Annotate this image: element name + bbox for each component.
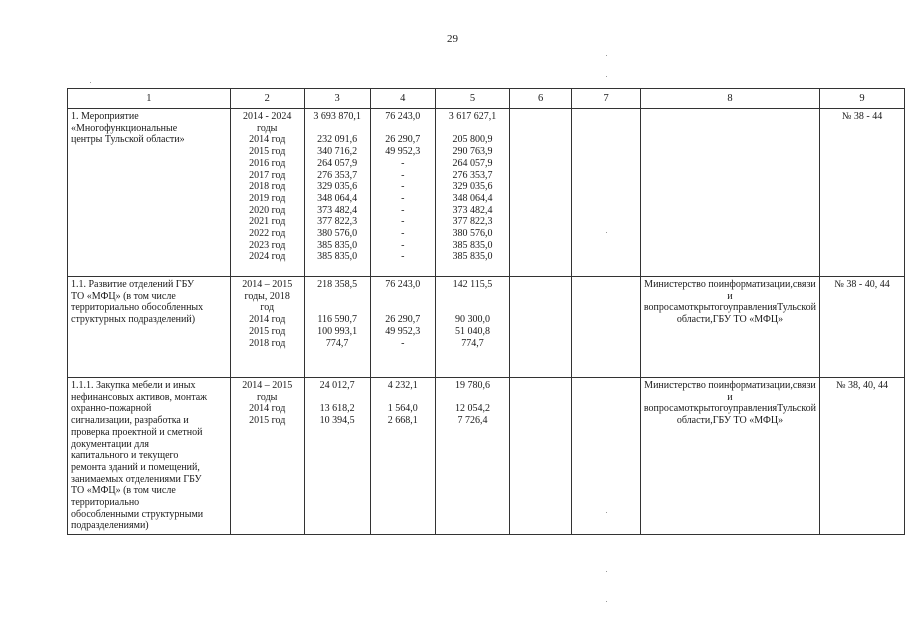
cell-line: ремонта зданий и помещений,: [71, 461, 200, 473]
cell-line: годы: [257, 391, 278, 403]
cell-line: управления: [728, 302, 778, 313]
scan-speck: [606, 55, 607, 56]
cell-line: 340 716,2: [317, 146, 358, 158]
cell-line: [308, 291, 367, 303]
cell-line: 1. Мероприятие: [71, 111, 139, 122]
cell-line: 232 091,6: [317, 134, 358, 146]
cell-line: 24 012,7: [319, 380, 355, 391]
cell-line: 2021 год: [249, 216, 286, 228]
cell-line: год: [260, 302, 275, 314]
cell-line: 76 243,0: [385, 279, 421, 290]
cell-line: обособленными структурными: [71, 508, 204, 520]
budget-table: [67, 88, 905, 535]
cell-line: -: [401, 192, 405, 204]
cell-line: ТО «МФЦ» (в том числе: [71, 290, 176, 302]
col4-cell: [370, 277, 435, 378]
scan-speck: [606, 76, 607, 77]
col4-cell: [370, 378, 435, 535]
header-cell-6: 6: [509, 89, 571, 109]
cell-line: [374, 302, 432, 314]
cell-line: [439, 291, 506, 303]
cell-line: 2018 год: [249, 181, 286, 193]
cell-line: 329 035,6: [317, 181, 358, 193]
cell-line: 26 290,7: [385, 134, 421, 146]
cell-line: 380 576,0: [452, 228, 493, 240]
header-cell-5: 5: [436, 89, 510, 109]
cell-line: 3 693 870,1: [313, 111, 361, 122]
cell-line: сигнализации, разработка и: [71, 415, 189, 427]
col8-cell: [640, 109, 819, 277]
cell-line: 290 763,9: [452, 146, 493, 158]
activity-cell: [68, 378, 231, 535]
col7-cell: [572, 378, 641, 535]
cell-line: 276 353,7: [452, 169, 493, 181]
cell-line: ГБУ ТО «МФЦ»: [712, 313, 784, 325]
cell-line: 2014 – 2015: [242, 380, 293, 391]
cell-line: 2014 год: [249, 314, 286, 326]
cell-line: связи и вопросам: [643, 279, 816, 313]
col3-cell: [304, 109, 370, 277]
cell-line: 2023 год: [249, 239, 286, 251]
cell-line: [439, 302, 506, 314]
cell-line: 2015 год: [249, 146, 286, 158]
header-cell-7: 7: [572, 89, 641, 109]
cell-line: центры Тульской области»: [71, 134, 185, 146]
col7-cell: [572, 109, 641, 277]
cell-line: ТО «МФЦ» (в том числе: [71, 485, 176, 497]
cell-line: 2020 год: [249, 204, 286, 216]
cell-line: 2014 – 2015: [242, 279, 293, 290]
cell-line: связи и вопросам: [643, 380, 816, 414]
cell-line: годы, 2018: [244, 290, 290, 302]
cell-line: -: [401, 337, 405, 349]
table-row: [68, 277, 905, 378]
cell-line: открытого: [684, 403, 729, 414]
cell-line: [439, 392, 506, 404]
cell-line: 2018 год: [249, 337, 286, 349]
cell-line: 2 668,1: [387, 415, 418, 427]
cell-line: -: [401, 251, 405, 263]
activity-cell: [68, 277, 231, 378]
cell-line: Тульской области,: [676, 403, 817, 426]
cell-line: Тульской области,: [676, 302, 817, 325]
cell-line: -: [401, 228, 405, 240]
cell-line: 2014 год: [249, 403, 286, 415]
cell-line: нефинансовых активов, монтаж: [71, 391, 208, 403]
cell-line: 26 290,7: [385, 314, 421, 326]
cell-line: 774,7: [461, 337, 484, 349]
cell-line: 2024 год: [249, 251, 286, 263]
cell-line: 90 300,0: [454, 314, 490, 326]
cell-line: -: [401, 216, 405, 228]
cell-line: -: [401, 169, 405, 181]
header-cell-3: 3: [304, 89, 370, 109]
col6-cell: [509, 109, 571, 277]
cell-line: 51 040,8: [454, 325, 490, 337]
scan-speck: [606, 571, 607, 572]
period-cell: [230, 109, 304, 277]
cell-line: 12 054,2: [454, 403, 490, 415]
scan-speck: [90, 82, 91, 83]
cell-line: 49 952,3: [385, 146, 421, 158]
cell-line: 100 993,1: [317, 325, 358, 337]
page-number: 29: [447, 33, 458, 45]
cell-line: 385 835,0: [452, 251, 493, 263]
cell-line: [308, 392, 367, 404]
cell-line: 264 057,9: [452, 157, 493, 169]
col5-cell: [436, 109, 510, 277]
cell-line: управления: [728, 403, 778, 414]
cell-line: 1 564,0: [387, 403, 418, 415]
col6-cell: [509, 277, 571, 378]
cell-line: 2016 год: [249, 157, 286, 169]
cell-line: 2014 - 2024: [243, 111, 292, 122]
cell-line: проверка проектной и сметной: [71, 426, 203, 438]
cell-line: 3 617 627,1: [448, 111, 497, 122]
cell-line: [374, 123, 432, 135]
cell-line: 348 064,4: [317, 192, 358, 204]
cell-line: Министерство по: [644, 380, 719, 391]
cell-line: информатизации,: [718, 380, 793, 391]
activity-cell: [68, 109, 231, 277]
period-cell: [230, 277, 304, 378]
cell-line: -: [401, 239, 405, 251]
cell-line: [439, 123, 506, 135]
cell-line: 116 590,7: [317, 314, 357, 326]
cell-line: 7 726,4: [457, 415, 488, 427]
cell-line: 377 822,3: [452, 216, 493, 228]
cell-line: территориально: [71, 497, 140, 509]
cell-line: -: [401, 204, 405, 216]
cell-line: [308, 302, 367, 314]
header-cell-1: 1: [68, 89, 231, 109]
col5-cell: [436, 378, 510, 535]
cell-line: документации для: [71, 438, 149, 450]
cell-line: 276 353,7: [317, 169, 358, 181]
cell-line: 380 576,0: [317, 228, 358, 240]
cell-line: 218 358,5: [317, 279, 358, 290]
col5-cell: [436, 277, 510, 378]
cell-line: -: [401, 157, 405, 169]
cell-line: ГБУ ТО «МФЦ»: [712, 414, 784, 426]
cell-line: годы: [257, 122, 278, 134]
cell-line: «Многофункциональные: [71, 122, 178, 134]
col9-cell: № 38, 40, 44: [820, 378, 905, 535]
col9-cell: № 38 - 44: [820, 109, 905, 277]
col3-cell: [304, 277, 370, 378]
cell-line: открытого: [684, 302, 729, 313]
cell-line: [374, 392, 432, 404]
col7-cell: [572, 277, 641, 378]
cell-line: 1.1.1. Закупка мебели и иных: [71, 380, 196, 391]
cell-line: 373 482,4: [452, 204, 493, 216]
header-row: [68, 89, 905, 109]
cell-line: занимаемых отделениями ГБУ: [71, 473, 202, 485]
col6-cell: [509, 378, 571, 535]
cell-line: 385 835,0: [317, 239, 358, 251]
cell-line: 4 232,1: [387, 380, 418, 391]
cell-line: 10 394,5: [319, 415, 355, 427]
cell-line: 385 835,0: [452, 239, 493, 251]
table-row: [68, 378, 905, 535]
col8-cell: [640, 277, 819, 378]
cell-line: 329 035,6: [452, 181, 493, 193]
cell-line: [374, 291, 432, 303]
cell-line: подразделениями): [71, 520, 149, 532]
col9-cell: № 38 - 40, 44: [820, 277, 905, 378]
header-cell-8: 8: [640, 89, 819, 109]
cell-line: -: [401, 181, 405, 193]
cell-line: 13 618,2: [319, 403, 355, 415]
cell-line: структурных подразделений): [71, 314, 196, 326]
cell-line: 774,7: [325, 337, 349, 349]
cell-line: 1.1. Развитие отделений ГБУ: [71, 279, 195, 290]
cell-line: 2019 год: [249, 192, 286, 204]
scan-speck: [606, 601, 607, 602]
cell-line: территориально обособленных: [71, 302, 204, 314]
cell-line: 2017 год: [249, 169, 286, 181]
cell-line: информатизации,: [718, 279, 793, 290]
cell-line: Министерство по: [644, 279, 719, 290]
cell-line: 2022 год: [249, 228, 286, 240]
cell-line: 19 780,6: [454, 380, 490, 391]
cell-line: капитального и текущего: [71, 450, 179, 462]
table-row: [68, 109, 905, 277]
cell-line: 205 800,9: [452, 134, 493, 146]
header-cell-2: 2: [230, 89, 304, 109]
cell-line: 377 822,3: [317, 216, 358, 228]
cell-line: 264 057,9: [317, 157, 358, 169]
cell-line: 76 243,0: [385, 111, 421, 122]
cell-line: 2015 год: [249, 325, 286, 337]
col4-cell: [370, 109, 435, 277]
cell-line: 373 482,4: [317, 204, 358, 216]
cell-line: 348 064,4: [452, 192, 493, 204]
cell-line: 142 115,5: [452, 279, 493, 290]
col3-cell: [304, 378, 370, 535]
cell-line: 2014 год: [249, 134, 286, 146]
header-cell-4: 4: [370, 89, 435, 109]
cell-line: 2015 год: [249, 415, 286, 427]
period-cell: [230, 378, 304, 535]
header-cell-9: 9: [820, 89, 905, 109]
col8-cell: [640, 378, 819, 535]
cell-line: 385 835,0: [317, 251, 358, 263]
cell-line: 49 952,3: [385, 325, 421, 337]
cell-line: [308, 123, 367, 135]
cell-line: охранно-пожарной: [71, 403, 152, 415]
